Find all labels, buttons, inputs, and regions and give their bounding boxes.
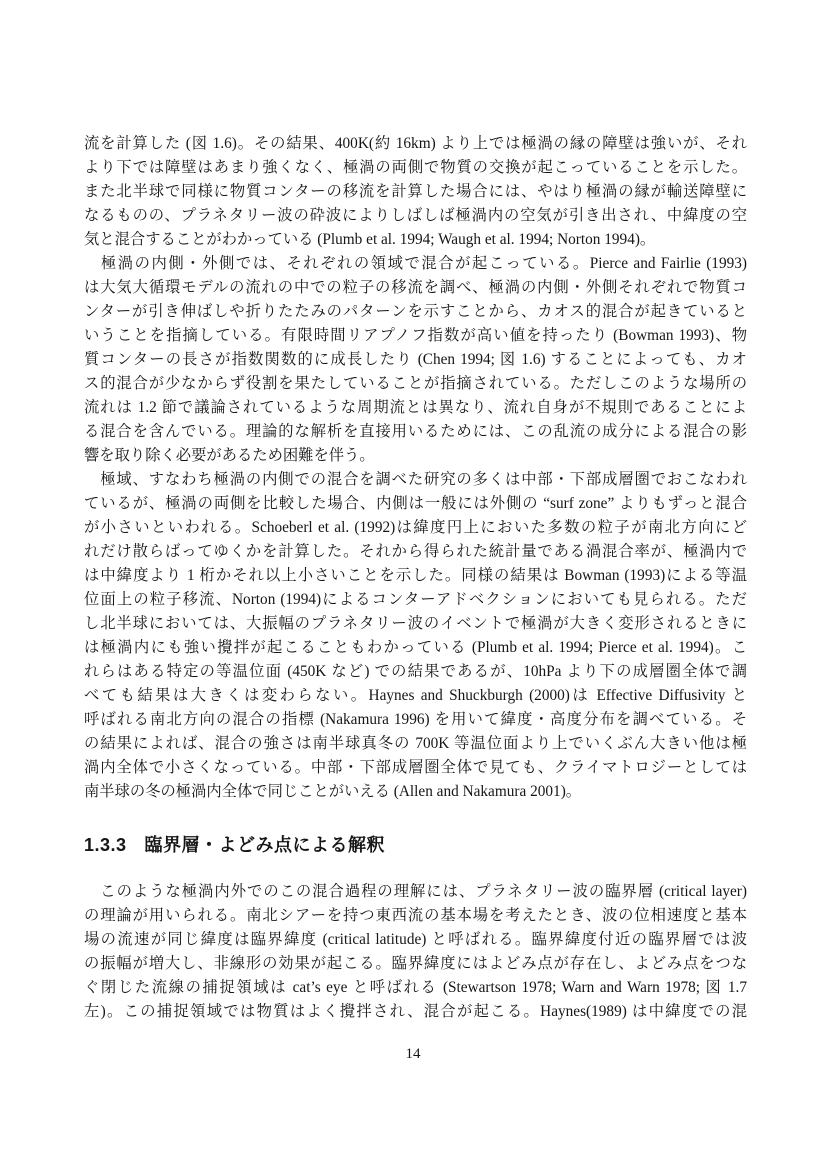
text-line: より下では障壁はあまり強くなく、極渦の両側で物質の交換が起こっていることを示した。 [84, 159, 747, 176]
text-line: 位面上の粒子移流、Norton (1994)によるコンターアドベクションにおいても見られる。ただ [84, 591, 747, 608]
text-line: いうことを指摘している。有限時間リアプノフ指数が高い値を持ったり (Bowman 1993)、物 [84, 327, 747, 344]
text-line: れだけ散らばってゆくかを計算した。それから得られた統計量である渦混合率が、極渦内で [84, 543, 747, 560]
text-line: れらはある特定の等温位面 (450K など) での結果であるが、10hPa より下の成層圏全体で調 [84, 663, 747, 680]
text-line: ス的混合が少なからず役割を果たしていることが指摘されている。ただしこのような場所の [84, 375, 747, 392]
text-line: べても結果は大きくは変わらない。Haynes and Shuckburgh (2000)は Effective Diffusivity と [84, 687, 747, 704]
text-line: ぐ閉じた流線の捕捉領域は cat’s eye と呼ばれる (Stewartson 1978; Warn and Warn 1978; 図 1.7 [84, 979, 747, 996]
text-line: ているが、極渦の両側を比較した場合、内側は一般には外側の “surf zone” よりもずっと混合 [84, 495, 747, 512]
text-line: 極域、すなわち極渦の内側での混合を調べた研究の多くは中部・下部成層圏でおこなわれ [84, 471, 747, 488]
text-line: は大気大循環モデルの流れの中での粒子の移流を調べ、極渦の内側・外側それぞれで物質コ [84, 279, 747, 296]
text-line: 呼ばれる南北方向の混合の指標 (Nakamura 1996) を用いて緯度・高度分布を調べている。そ [84, 711, 747, 728]
text-line: ンターが引き伸ばしや折りたたみのパターンを示すことから、カオス的混合が起きていると [84, 303, 747, 320]
text-line: の結果によれば、混合の強さは南半球真冬の 700K 等温位面より上でいくぶん大きい他は極 [84, 735, 747, 752]
text-line: が小さいといわれる。Schoeberl et al. (1992)は緯度円上においた多数の粒子が南北方向にど [84, 519, 747, 536]
text-line: の理論が用いられる。南北シアーを持つ東西流の基本場を考えたとき、波の位相速度と基本 [84, 907, 747, 924]
text-line: 気と混合することがわかっている (Plumb et al. 1994; Waugh et al. 1994; Norton 1994)。 [84, 231, 656, 248]
text-line: は極渦内にも強い攪拌が起こることもわかっている (Plumb et al. 1994; Pierce et al. 1994)。こ [84, 639, 747, 656]
text-line: 南半球の冬の極渦内全体で同じことがいえる (Allen and Nakamura 2001)。 [84, 783, 582, 800]
section-heading [84, 832, 747, 858]
text-line: 響を取り除く必要があるため困難を伴う。 [84, 447, 375, 464]
text-line: し北半球においては、大振幅のプラネタリー波のイベントで極渦が大きく変形されるときに [84, 615, 747, 632]
document-body [84, 132, 747, 1024]
text-line: の振幅が増大し、非線形の効果が起こる。臨界緯度にはよどみ点が存在し、よどみ点をつな [84, 955, 747, 972]
section-number: 1.3.3 [84, 835, 127, 855]
text-line: 質コンターの長さが指数関数的に成長したり (Chen 1994; 図 1.6) することによっても、カオ [84, 351, 747, 368]
text-line: 流を計算した (図 1.6)。その結果、400K(約 16km) より上では極渦の縁の障壁は強いが、それ [84, 135, 747, 152]
paragraph-2 [84, 252, 747, 468]
text-line: は中緯度より 1 桁かそれ以上小さいことを示した。同様の結果は Bowman (1993)による等温 [84, 567, 747, 584]
text-line: 渦内全体で小さくなっている。中部・下部成層圏全体で見ても、クライマトロジーとしては [84, 759, 747, 776]
text-line: る混合を含んでいる。理論的な解析を直接用いるためには、この乱流の成分による混合の影 [84, 423, 747, 440]
text-line: 流れは 1.2 節で議論されているような周期流とは異なり、流れ自身が不規則であることによ [84, 399, 747, 416]
paragraph-3 [84, 468, 747, 804]
text-line: 場の流速が同じ緯度は臨界緯度 (critical latitude) と呼ばれる。臨界緯度付近の臨界層では波 [84, 931, 747, 948]
text-line: また北半球で同様に物質コンターの移流を計算した場合には、やはり極渦の縁が輸送障壁に [84, 183, 747, 200]
section-title: 臨界層・よどみ点による解釈 [144, 835, 386, 855]
text-line: 極渦の内側・外側では、それぞれの領域で混合が起こっている。Pierce and Fairlie (1993) [84, 255, 747, 272]
paragraph-4 [84, 880, 747, 1024]
text-line: 左)。この捕捉領域では物質はよく攪拌され、混合が起こる。Haynes(1989) は中緯度での混 [84, 1003, 747, 1020]
paragraph-1 [84, 132, 747, 252]
text-line: このような極渦内外でのこの混合過程の理解には、プラネタリー波の臨界層 (critical layer) [84, 883, 747, 900]
page-number: 14 [405, 1046, 421, 1062]
text-line: なるものの、プラネタリー波の砕波によりしばしば極渦内の空気が引き出され、中緯度の空 [84, 207, 747, 224]
